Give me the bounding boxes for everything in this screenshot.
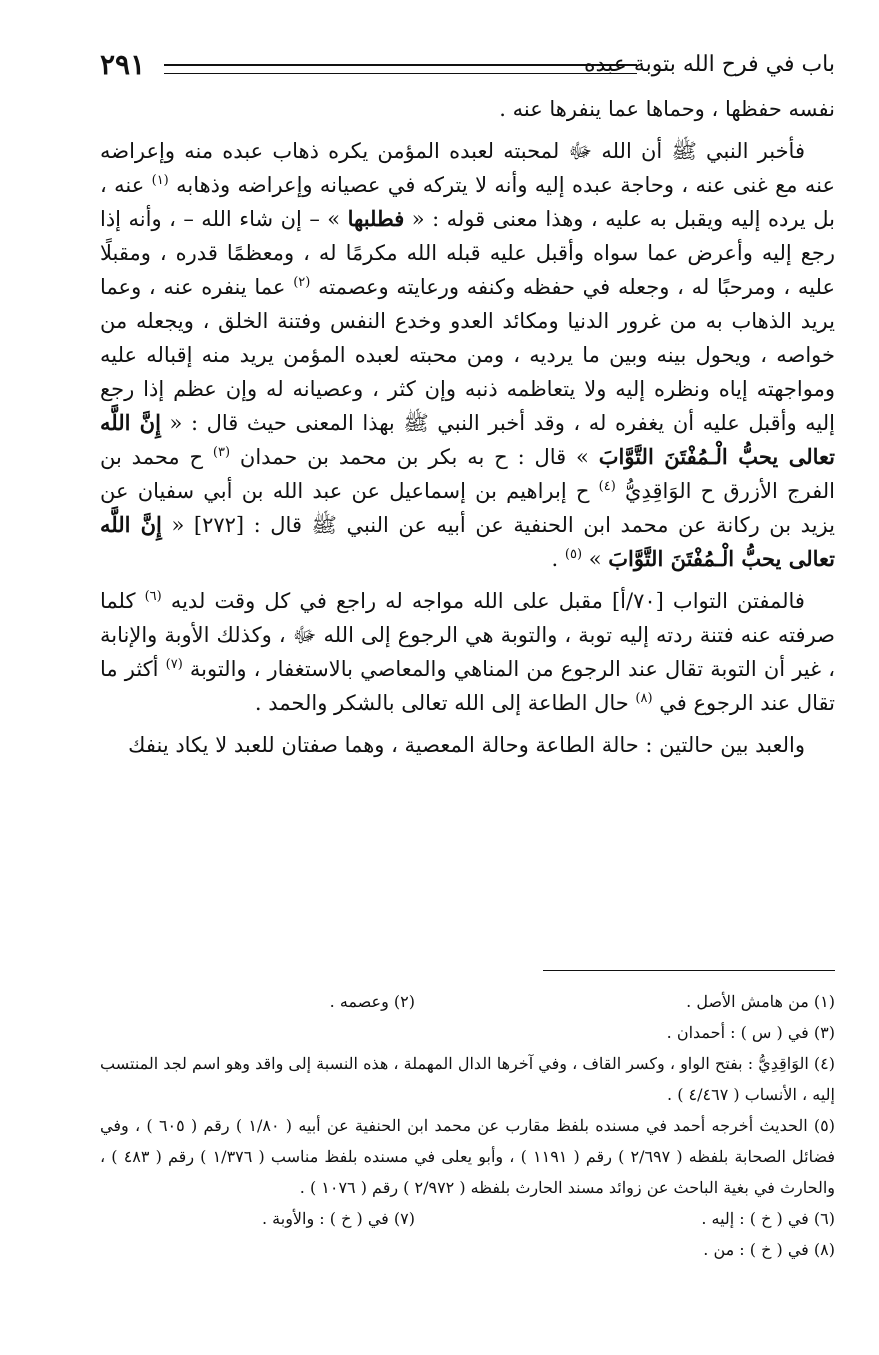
footnote-ref: (١) — [151, 173, 169, 188]
running-header — [100, 40, 835, 90]
paragraph-text: فأخبر النبي ﷺ أن الله ﷻ لمحبته لعبده المؤمن يكره ذهاب عبده منه وإعراضه عنه مع غنى عنه ، وحاجة عبده إليه وأنه لا يتركه في عصيانه وإعراضه وذهابه — [100, 139, 835, 197]
footnote-ref: (٨) — [635, 691, 653, 706]
page-number: ٢٩١ — [100, 48, 146, 81]
footnote-3: (٣) في ( س ) : أحمدان . — [666, 1023, 835, 1042]
footnote-separator — [543, 970, 835, 971]
hadith-text: إِنَّ اللَّه تعالى يحبُّ الْـمُفْتَنَ التَّوَّابَ — [100, 512, 835, 571]
footnote-6: (٦) في ( خ ) : إليه . — [701, 1209, 835, 1228]
chapter-title: باب في فرح الله بتوبة عبده — [584, 52, 835, 77]
paragraph-text: » — [588, 547, 609, 571]
paragraph-text: عنه ، بل يرده إليه ويقبل به عليه ، وهذا معنى قوله : « — [100, 173, 835, 231]
page — [100, 40, 835, 1330]
paragraph-text: أكثر ما تقال عند الرجوع في — [100, 657, 835, 715]
footnote-row — [100, 986, 835, 1017]
footnote-ref: (٥) — [564, 547, 583, 562]
paragraph-text: حال الطاعة إلى الله تعالى بالشكر والحمد . — [254, 691, 629, 715]
footnote-ref: (٦) — [144, 589, 162, 604]
paragraph-text: عما ينفره عنه ، وعما يريد الذهاب به من غرور الدنيا ومكائد العدو وخدع النفس وفتنة الخلق ، ويجعله من خواصه ، ويحول بينه وبين ما يرديه ، ومن محبته لعبده المؤمن يريد منه إقباله عليه ومواجهته إياه ونظره إليه ولا يتعاظمه ذنبه وإن كثر ، وعصيانه له وإن عظم إذا رجع إليه وأقبل عليه أن يغفره له ، وقد أخبر النبي ﷺ بهذا المعنى حيث قال : « — [100, 275, 836, 435]
paragraph-text: ح إبراهيم بن إسماعيل عن عبد الله بن أبي سفيان عن يزيد بن ركانة عن محمد ابن الحنفية عن أبيه عن النبي ﷺ قال : [٢٧٢] « — [100, 479, 835, 537]
paragraph-text: » قال : ح به بكر بن محمد بن حمدان — [239, 445, 599, 469]
paragraph-4 — [100, 728, 835, 762]
paragraph-text: فالمفتن التواب [٧٠/أ] مقبل على الله مواجه له راجع في كل وقت لديه — [170, 589, 805, 613]
paragraph-text: » – إن شاء الله – ، وأنه إذا رجع إليه وأعرض عما سواه وأقبل عليه قبله الله مكرمًا له ، ومعظمًا قدره ، ومقبلًا عليه ، ومرحبًا له ، وجعله في حفظه وكنفه ورعايته وعصمته — [100, 207, 835, 299]
footnote-ref: (٧) — [165, 657, 183, 672]
footnote-2: (٢) وعصمه . — [329, 992, 415, 1011]
main-text — [100, 92, 835, 770]
paragraph-3 — [100, 584, 835, 720]
footnote-1: (١) من هامش الأصل . — [686, 992, 835, 1011]
footnote-ref: (٣) — [212, 445, 231, 460]
footnotes — [100, 986, 835, 1265]
header-rule — [164, 64, 637, 74]
footnote-row — [100, 1203, 835, 1234]
footnote-5: (٥) الحديث أخرجه أحمد في مسنده بلفظ مقارب عن محمد ابن الحنفية عن أبيه ( ١/٨٠ ) رقم ( ٦٠٥ ) ، وفي فضائل الصحابة بلفظه ( ٢/٦٩٧ ) رقم ( ١١٩١ ) ، وأبو يعلى في مسنده بلفظ مناسب ( ١/٣٧٦ ) رقم ( ٤٨٣ ) ، والحارث في بغية الباحث عن زوائد مسند الحارث بلفظه ( ٢/٩٧٢ ) رقم ( ١٠٧٦ ) . — [100, 1116, 836, 1197]
footnote-8: (٨) في ( خ ) : من . — [703, 1240, 835, 1259]
paragraph-text: نفسه حفظها ، وحماها عما ينفرها عنه . — [499, 97, 835, 121]
footnote-4: (٤) الوَاقِدِيُّ : بفتح الواو ، وكسر القاف ، وفي آخرها الدال المهملة ، هذه النسبة إلى واقد وهو اسم لجد المنتسب إليه ، الأنساب ( ٤/٤٦٧ ) . — [100, 1054, 835, 1104]
hadith-text: إِنَّ اللَّه تعالى يحبُّ الْـمُفْتَنَ التَّوَّابَ — [100, 410, 835, 469]
paragraph-1 — [100, 92, 835, 126]
paragraph-2 — [100, 134, 835, 576]
footnote-ref: (٤) — [598, 479, 616, 494]
paragraph-text: كلما صرفته عنه فتنة ردته إليه توبة ، والتوبة هي الرجوع إلى الله ﷻ ، وكذلك الأوبة والإنابة ، غير أن التوبة تقال عند الرجوع من المناهي والمعاصي بالاستغفار ، والتوبة — [100, 589, 835, 681]
paragraph-text: ح محمد بن الفرج الأزرق ح الوَاقِدِيُّ — [100, 445, 835, 503]
footnote-ref: (٢) — [293, 275, 311, 290]
paragraph-text: والعبد بين حالتين : حالة الطاعة وحالة المعصية ، وهما صفتان للعبد لا يكاد ينفك — [128, 733, 805, 757]
footnote-7: (٧) في ( خ ) : والأوبة . — [261, 1209, 415, 1228]
hadith-word: فطلبها — [347, 206, 405, 231]
paragraph-text: . — [551, 547, 565, 571]
